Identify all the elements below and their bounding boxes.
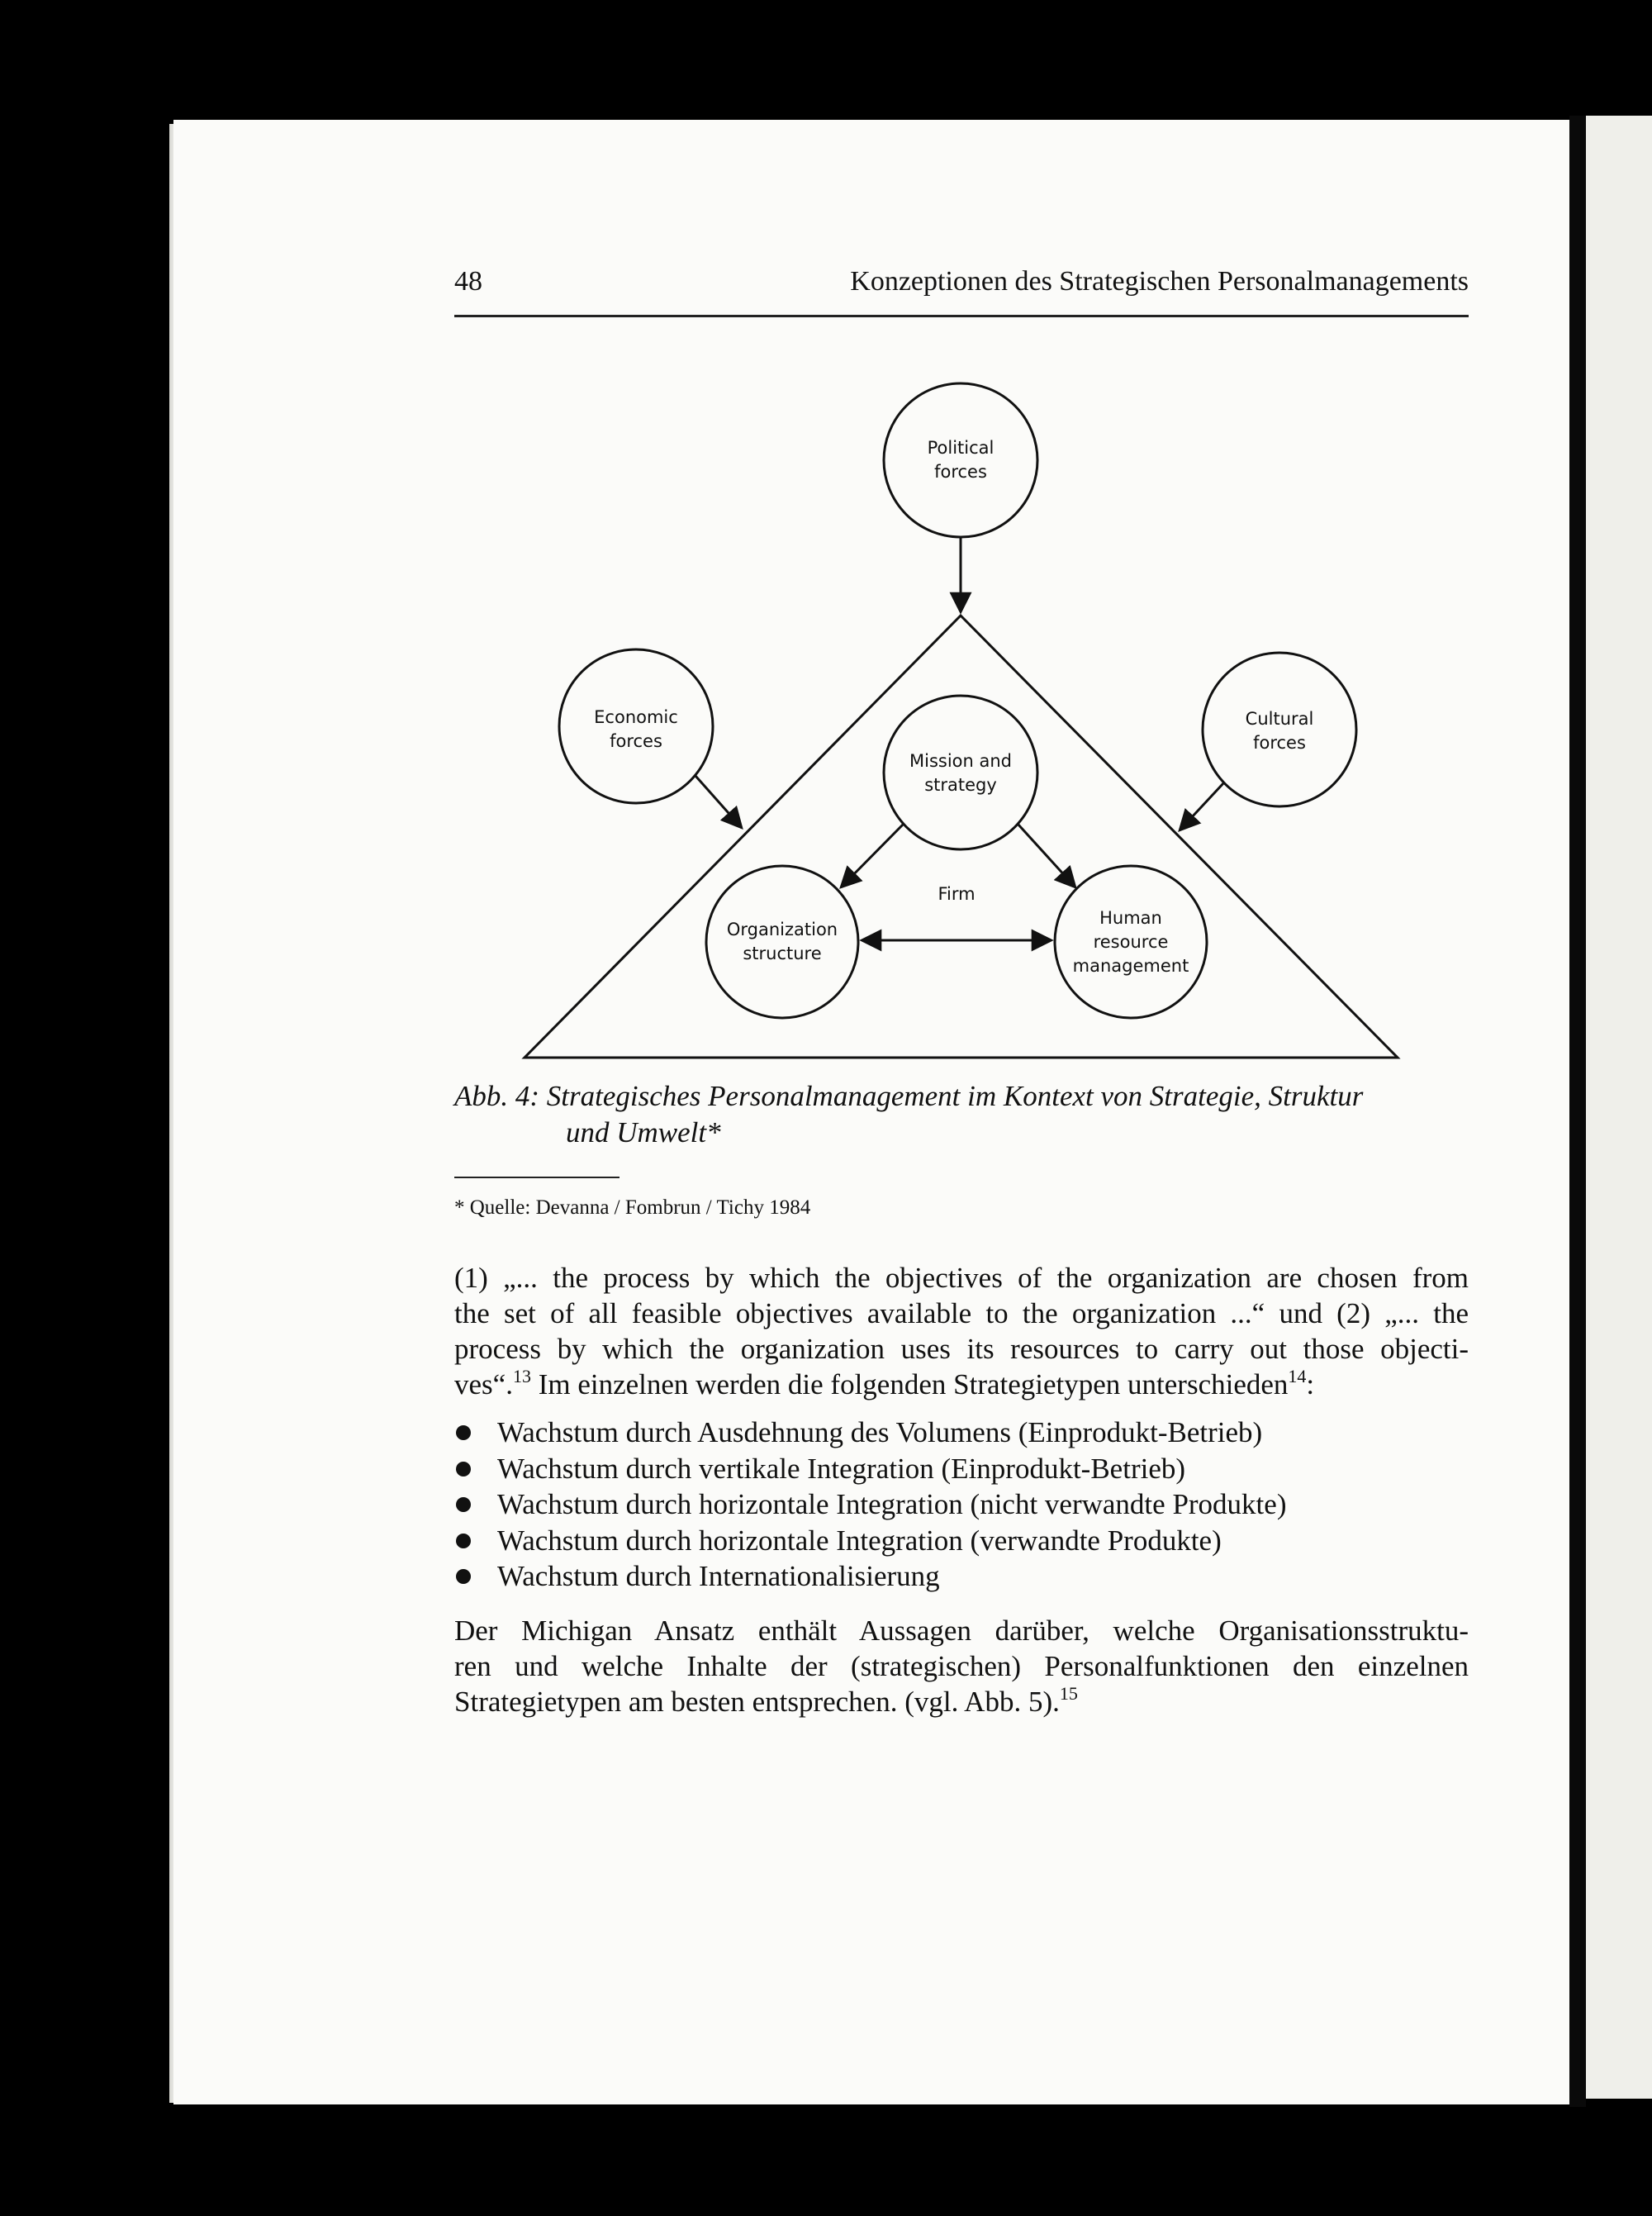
hrm-label-3: management <box>1072 956 1189 976</box>
hrm-label-2: resource <box>1093 932 1169 952</box>
list-item-text: Wachstum durch horizontale Integration (nicht verwandte Produkte) <box>497 1488 1287 1520</box>
paragraph1-line-4 <box>454 1367 1469 1402</box>
figure-caption <box>454 1078 1470 1151</box>
cultural-forces-node <box>1203 653 1356 806</box>
paragraph1-line-1: (1) „... the process by which the objectives of the organization are chosen from <box>454 1262 1469 1294</box>
page-number: 48 <box>454 266 482 297</box>
cultural-arrow <box>1180 782 1224 830</box>
organization-label-1: Organization <box>726 920 838 939</box>
bullet-icon <box>456 1425 471 1440</box>
list-item <box>454 1415 1469 1451</box>
list-item-text: Wachstum durch vertikale Integration (Einprodukt-Betrieb) <box>497 1452 1186 1485</box>
caption-line-1: Abb. 4: Strategisches Personalmanagement im Kontext von Strategie, Struktur <box>454 1080 1364 1112</box>
strategic-hrm-diagram <box>512 376 1421 1070</box>
mission-strategy-node <box>884 696 1037 849</box>
paragraph2-line-3-text: Strategietypen am besten entsprechen. (vgl. Abb. 5). <box>454 1686 1060 1718</box>
cultural-label-1: Cultural <box>1245 709 1314 729</box>
economic-label-2: forces <box>610 731 662 751</box>
hrm-node <box>1055 866 1207 1018</box>
list-item <box>454 1451 1469 1487</box>
footnote-ref-15: 15 <box>1059 1683 1078 1704</box>
bullet-icon <box>456 1462 471 1477</box>
bullet-icon <box>456 1497 471 1512</box>
political-label-1: Political <box>927 438 995 458</box>
paragraph2-line-2: ren und welche Inhalte der (strategischen) Personalfunktionen den einzelnen <box>454 1650 1469 1682</box>
economic-label-1: Economic <box>594 707 678 727</box>
figure-footnote: * Quelle: Devanna / Fombrun / Tichy 1984 <box>454 1196 811 1219</box>
list-item <box>454 1486 1469 1523</box>
organization-label-2: structure <box>743 944 822 963</box>
firm-label: Firm <box>938 884 976 904</box>
list-item-text: Wachstum durch Internationalisierung <box>497 1560 940 1592</box>
page-gap <box>1569 116 1586 2107</box>
list-item-text: Wachstum durch horizontale Integration (verwandte Produkte) <box>497 1524 1222 1557</box>
economic-arrow <box>695 776 742 828</box>
mission-to-hrm-arrow <box>1018 824 1075 887</box>
footnote-ref-14: 14 <box>1288 1366 1307 1386</box>
organization-structure-node <box>706 866 858 1018</box>
running-title: Konzeptionen des Strategischen Personalmanagements <box>850 266 1469 297</box>
list-item <box>454 1523 1469 1559</box>
mission-to-organization-arrow <box>841 824 904 887</box>
header-rule <box>454 315 1469 317</box>
mission-label-1: Mission and <box>909 751 1013 771</box>
footnote-ref-13: 13 <box>512 1366 531 1386</box>
paragraph1-line-4-a: ves“. <box>454 1368 513 1400</box>
next-page-edge <box>1586 116 1652 2099</box>
bullet-icon <box>456 1569 471 1584</box>
political-forces-node <box>884 383 1037 537</box>
bullet-icon <box>456 1534 471 1548</box>
running-header <box>454 266 1469 307</box>
body-paragraph-1 <box>454 1260 1469 1402</box>
paragraph2-line-1: Der Michigan Ansatz enthält Aussagen darüber, welche Organisationsstruktu- <box>454 1614 1469 1647</box>
mission-label-2: strategy <box>924 775 997 795</box>
paragraph1-line-4-b: Im einzelnen werden die folgenden Strategietypen unterschieden <box>530 1368 1289 1400</box>
strategy-type-list <box>454 1415 1469 1595</box>
list-item <box>454 1558 1469 1595</box>
political-label-2: forces <box>934 462 987 482</box>
hrm-label-1: Human <box>1099 908 1162 928</box>
paragraph1-line-3: process by which the organization uses its resources to carry out those objecti- <box>454 1333 1469 1365</box>
cultural-label-2: forces <box>1253 733 1306 753</box>
body-paragraph-2 <box>454 1613 1469 1719</box>
paragraph1-line-4-c: : <box>1306 1368 1315 1400</box>
economic-forces-node <box>559 649 713 803</box>
paragraph1-line-2: the set of all feasible objectives available to the organization ...“ und (2) „... the <box>454 1297 1469 1329</box>
footnote-rule <box>454 1177 620 1178</box>
caption-line-2: und Umwelt* <box>566 1116 721 1148</box>
list-item-text: Wachstum durch Ausdehnung des Volumens (Einprodukt-Betrieb) <box>497 1416 1263 1448</box>
paragraph2-line-3 <box>454 1684 1469 1719</box>
